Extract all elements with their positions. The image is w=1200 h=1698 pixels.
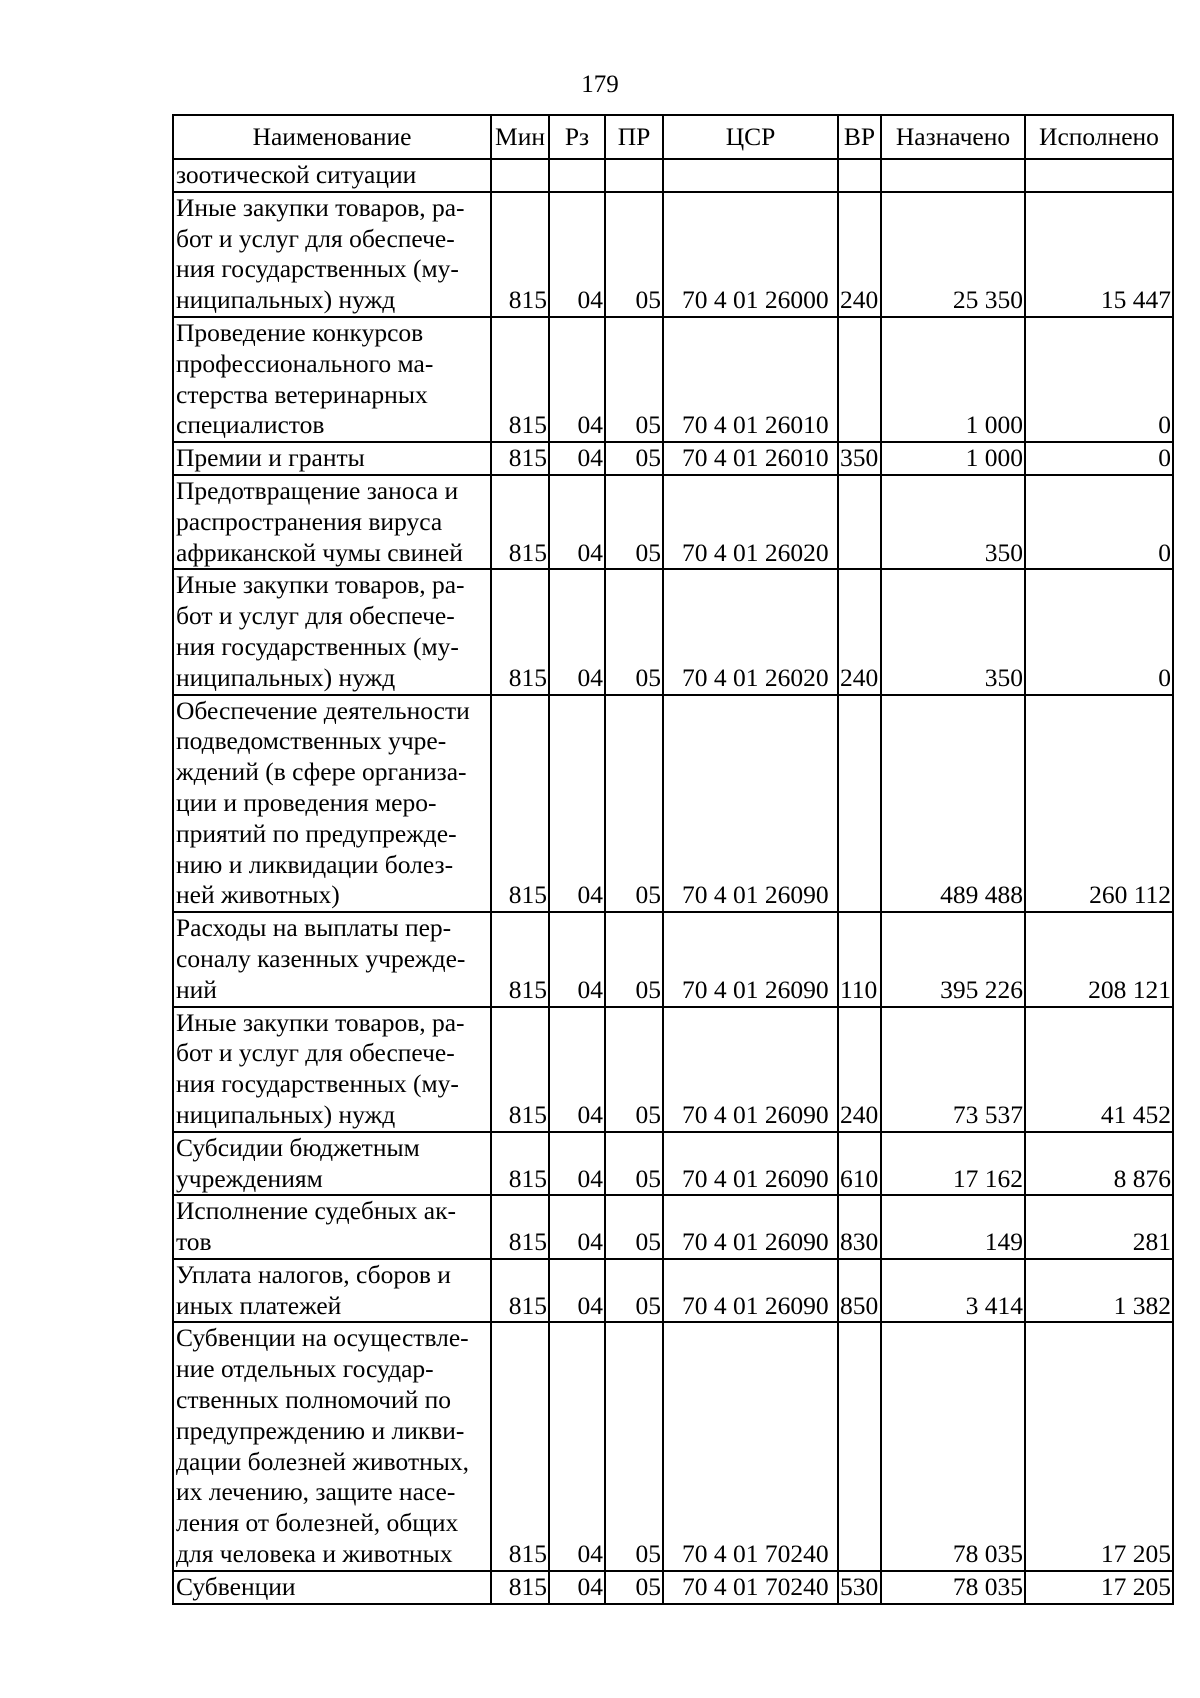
cell-name: Премии и гранты — [173, 442, 491, 475]
cell-pr: 05 — [605, 1195, 663, 1259]
cell-assigned: 25 350 — [881, 192, 1025, 317]
cell-executed: 17 205 — [1025, 1322, 1173, 1570]
cell-csr: 70 4 01 26000 — [663, 192, 838, 317]
cell-vr: 240 — [838, 192, 881, 317]
table-row — [173, 475, 1173, 569]
cell-name: Расходы на выплаты пер- соналу казенных учрежде- ний — [173, 912, 491, 1006]
cell-pr: 05 — [605, 1007, 663, 1132]
cell-csr: 70 4 01 26020 — [663, 475, 838, 569]
table-row — [173, 1571, 1173, 1604]
header-pr: ПР — [605, 115, 663, 159]
table-row — [173, 442, 1173, 475]
cell-name: Проведение конкурсов профессионального ма- стерства ветеринарных специалистов — [173, 317, 491, 442]
table-header-row — [173, 115, 1173, 159]
cell-executed: 0 — [1025, 317, 1173, 442]
table-body — [173, 159, 1173, 1604]
cell-assigned: 350 — [881, 475, 1025, 569]
cell-vr — [838, 317, 881, 442]
cell-assigned: 78 035 — [881, 1571, 1025, 1604]
cell-rz: 04 — [549, 695, 605, 913]
cell-name: Предотвращение заноса и распространения вируса африканской чумы свиней — [173, 475, 491, 569]
cell-rz: 04 — [549, 1571, 605, 1604]
cell-name: Субвенции — [173, 1571, 491, 1604]
header-name: Наименование — [173, 115, 491, 159]
cell-executed: 8 876 — [1025, 1132, 1173, 1196]
cell-csr: 70 4 01 70240 — [663, 1571, 838, 1604]
table-row — [173, 695, 1173, 913]
cell-min: 815 — [491, 695, 549, 913]
cell-pr: 05 — [605, 442, 663, 475]
cell-rz: 04 — [549, 442, 605, 475]
cell-executed: 260 112 — [1025, 695, 1173, 913]
cell-csr: 70 4 01 26010 — [663, 442, 838, 475]
cell-name: Субвенции на осуществле- ние отдельных государ- ственных полномочий по предупреждению и ликви- дации болезней животных, их лечению, защите насе- ления от болезней, общих для человека и животных — [173, 1322, 491, 1570]
cell-rz: 04 — [549, 912, 605, 1006]
cell-vr: 830 — [838, 1195, 881, 1259]
header-csr: ЦСР — [663, 115, 838, 159]
cell-assigned: 350 — [881, 569, 1025, 694]
page-number: 179 — [581, 71, 619, 98]
cell-min: 815 — [491, 317, 549, 442]
cell-min: 815 — [491, 1132, 549, 1196]
cell-executed: 0 — [1025, 569, 1173, 694]
cell-min: 815 — [491, 912, 549, 1006]
cell-name: Исполнение судебных ак- тов — [173, 1195, 491, 1259]
cell-vr: 240 — [838, 569, 881, 694]
cell-executed: 1 382 — [1025, 1259, 1173, 1323]
cell-name: Иные закупки товаров, ра- бот и услуг для обеспече- ния государственных (му- ниципальных) нужд — [173, 569, 491, 694]
cell-csr — [663, 159, 838, 192]
table-row — [173, 1132, 1173, 1196]
cell-pr: 05 — [605, 1322, 663, 1570]
table-row — [173, 1007, 1173, 1132]
cell-vr — [838, 1322, 881, 1570]
cell-executed: 208 121 — [1025, 912, 1173, 1006]
cell-assigned: 3 414 — [881, 1259, 1025, 1323]
cell-min: 815 — [491, 442, 549, 475]
cell-rz: 04 — [549, 1007, 605, 1132]
cell-name: Уплата налогов, сборов и иных платежей — [173, 1259, 491, 1323]
cell-name: зоотической ситуации — [173, 159, 491, 192]
table-row — [173, 192, 1173, 317]
cell-rz: 04 — [549, 317, 605, 442]
cell-csr: 70 4 01 26090 — [663, 912, 838, 1006]
cell-vr: 350 — [838, 442, 881, 475]
cell-pr: 05 — [605, 569, 663, 694]
budget-table — [172, 114, 1174, 1605]
cell-min: 815 — [491, 1259, 549, 1323]
cell-csr: 70 4 01 26090 — [663, 1259, 838, 1323]
cell-vr: 610 — [838, 1132, 881, 1196]
cell-pr: 05 — [605, 695, 663, 913]
cell-executed: 0 — [1025, 442, 1173, 475]
cell-name: Иные закупки товаров, ра- бот и услуг для обеспече- ния государственных (му- ниципальных) нужд — [173, 192, 491, 317]
cell-rz: 04 — [549, 1259, 605, 1323]
cell-min: 815 — [491, 1195, 549, 1259]
header-vr: ВР — [838, 115, 881, 159]
cell-vr: 110 — [838, 912, 881, 1006]
table-row — [173, 1195, 1173, 1259]
cell-executed: 15 447 — [1025, 192, 1173, 317]
cell-pr: 05 — [605, 192, 663, 317]
cell-executed — [1025, 159, 1173, 192]
cell-min: 815 — [491, 192, 549, 317]
table-row — [173, 569, 1173, 694]
cell-assigned: 78 035 — [881, 1322, 1025, 1570]
cell-csr: 70 4 01 26090 — [663, 695, 838, 913]
cell-min: 815 — [491, 569, 549, 694]
cell-pr: 05 — [605, 912, 663, 1006]
cell-assigned: 149 — [881, 1195, 1025, 1259]
cell-executed: 281 — [1025, 1195, 1173, 1259]
cell-assigned: 17 162 — [881, 1132, 1025, 1196]
header-executed: Исполнено — [1025, 115, 1173, 159]
cell-name: Иные закупки товаров, ра- бот и услуг для обеспече- ния государственных (му- ниципальных) нужд — [173, 1007, 491, 1132]
cell-csr: 70 4 01 70240 — [663, 1322, 838, 1570]
cell-assigned — [881, 159, 1025, 192]
cell-rz: 04 — [549, 1195, 605, 1259]
cell-csr: 70 4 01 26020 — [663, 569, 838, 694]
cell-rz: 04 — [549, 1322, 605, 1570]
cell-csr: 70 4 01 26090 — [663, 1195, 838, 1259]
cell-pr: 05 — [605, 1571, 663, 1604]
cell-csr: 70 4 01 26090 — [663, 1007, 838, 1132]
cell-name: Субсидии бюджетным учреждениям — [173, 1132, 491, 1196]
cell-min: 815 — [491, 1571, 549, 1604]
cell-csr: 70 4 01 26010 — [663, 317, 838, 442]
cell-min: 815 — [491, 1322, 549, 1570]
cell-pr: 05 — [605, 317, 663, 442]
cell-pr: 05 — [605, 475, 663, 569]
cell-assigned: 1 000 — [881, 442, 1025, 475]
header-min: Мин — [491, 115, 549, 159]
cell-vr — [838, 159, 881, 192]
table-row — [173, 912, 1173, 1006]
cell-vr: 850 — [838, 1259, 881, 1323]
cell-rz — [549, 159, 605, 192]
cell-csr: 70 4 01 26090 — [663, 1132, 838, 1196]
table-row — [173, 317, 1173, 442]
cell-vr: 530 — [838, 1571, 881, 1604]
cell-assigned: 73 537 — [881, 1007, 1025, 1132]
cell-assigned: 395 226 — [881, 912, 1025, 1006]
cell-rz: 04 — [549, 569, 605, 694]
table-row — [173, 1322, 1173, 1570]
cell-min — [491, 159, 549, 192]
cell-assigned: 489 488 — [881, 695, 1025, 913]
cell-executed: 0 — [1025, 475, 1173, 569]
cell-executed: 41 452 — [1025, 1007, 1173, 1132]
cell-executed: 17 205 — [1025, 1571, 1173, 1604]
cell-vr — [838, 695, 881, 913]
cell-pr: 05 — [605, 1132, 663, 1196]
cell-rz: 04 — [549, 192, 605, 317]
table-row — [173, 1259, 1173, 1323]
header-assigned: Назначено — [881, 115, 1025, 159]
cell-vr: 240 — [838, 1007, 881, 1132]
cell-assigned: 1 000 — [881, 317, 1025, 442]
cell-rz: 04 — [549, 475, 605, 569]
cell-rz: 04 — [549, 1132, 605, 1196]
cell-vr — [838, 475, 881, 569]
cell-name: Обеспечение деятельности подведомственных учре- ждений (в сфере организа- ции и проведения меро- приятий по предупрежде- нию и ликвидации болез- ней животных) — [173, 695, 491, 913]
cell-min: 815 — [491, 475, 549, 569]
cell-pr — [605, 159, 663, 192]
table-row — [173, 159, 1173, 192]
cell-pr: 05 — [605, 1259, 663, 1323]
cell-min: 815 — [491, 1007, 549, 1132]
header-rz: Рз — [549, 115, 605, 159]
